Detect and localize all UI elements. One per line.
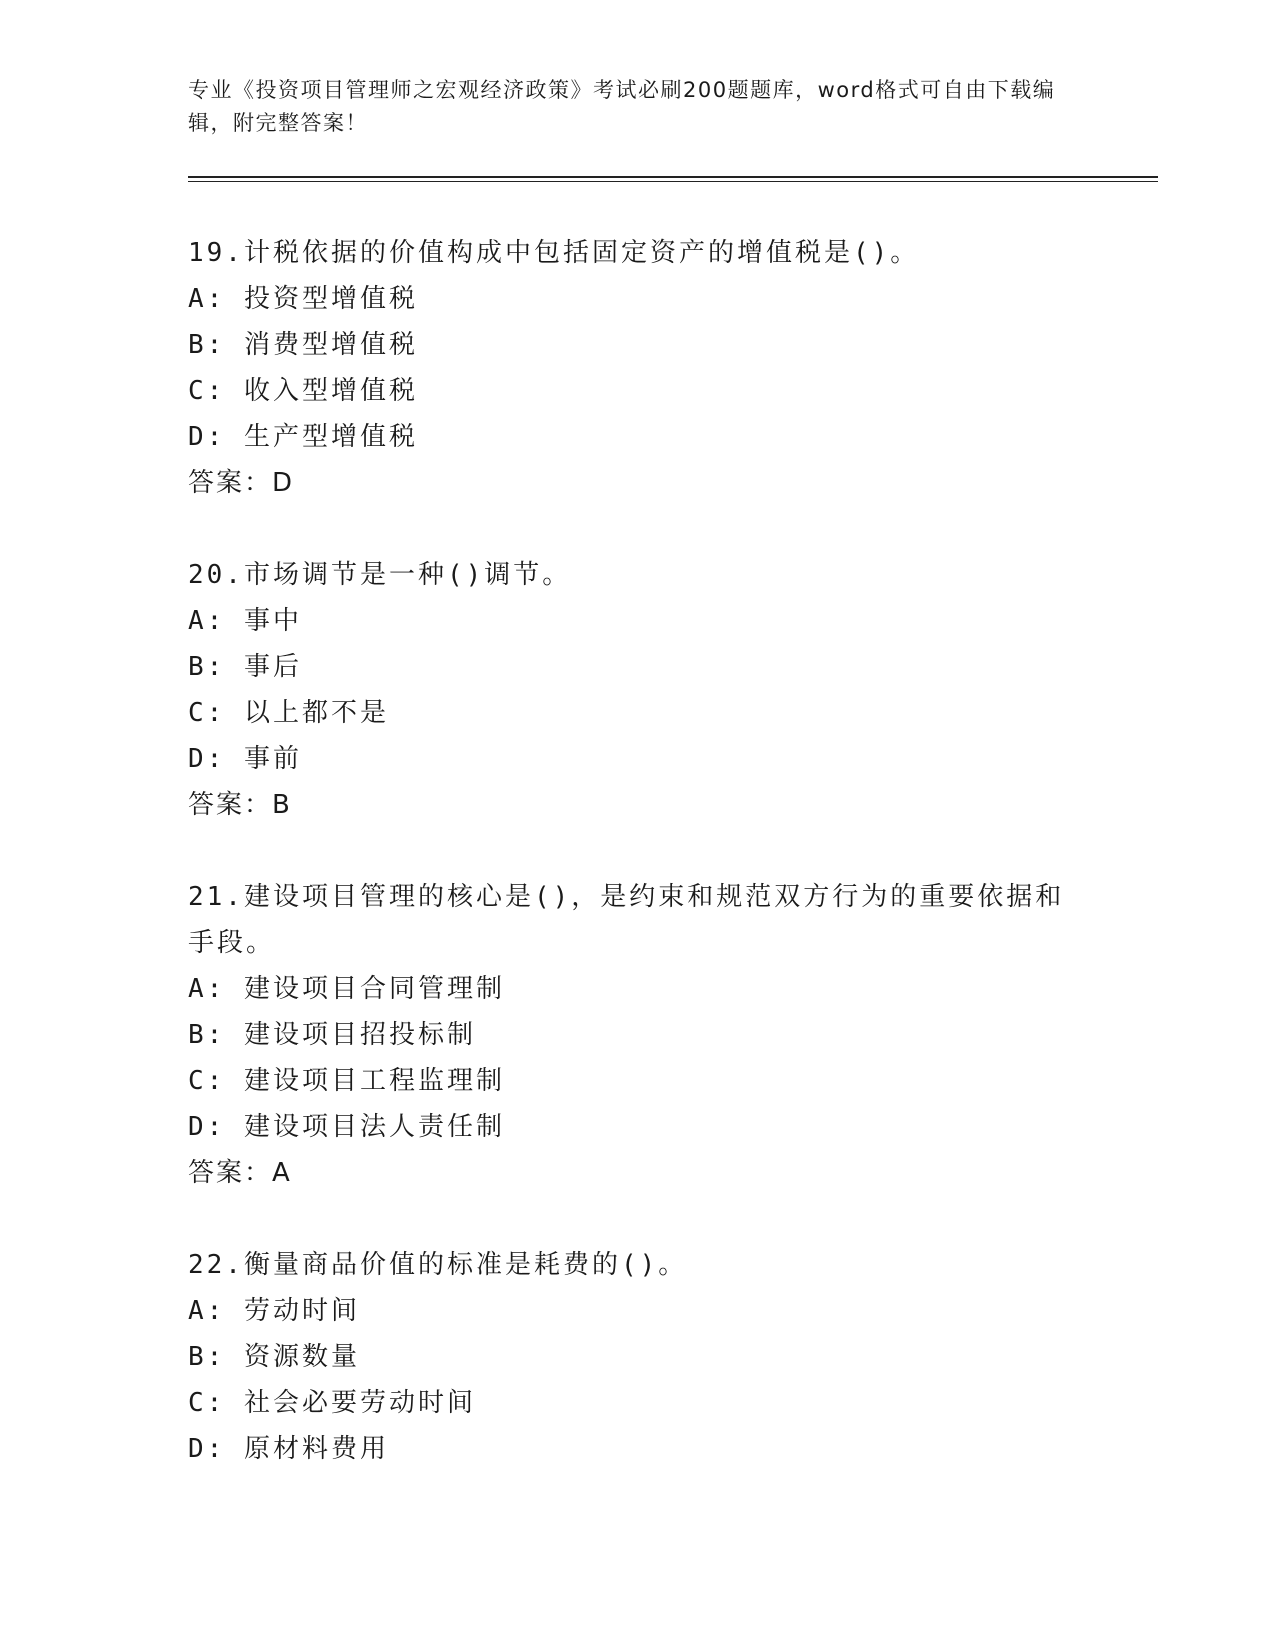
option-c: C: 社会必要劳动时间 xyxy=(188,1388,476,1418)
option-d: D: 建设项目法人责任制 xyxy=(188,1112,505,1142)
question-list xyxy=(188,230,1088,1518)
option-d: D: 原材料费用 xyxy=(188,1434,389,1464)
option-a: A: 事中 xyxy=(188,606,302,636)
option-b: B: 建设项目招投标制 xyxy=(188,1020,476,1050)
answer-line: 答案：B xyxy=(188,790,292,820)
option-a: A: 建设项目合同管理制 xyxy=(188,974,505,1004)
question-19 xyxy=(188,230,1088,506)
option-c: C: 以上都不是 xyxy=(188,698,389,728)
header-divider xyxy=(188,176,1158,182)
option-c: C: 收入型增值税 xyxy=(188,376,418,406)
document-intro: 专业《投资项目管理师之宏观经济政策》考试必刷200题题库，word格式可自由下载编辑，附完整答案！ xyxy=(188,78,1056,135)
option-c: C: 建设项目工程监理制 xyxy=(188,1066,505,1096)
option-b: B: 事后 xyxy=(188,652,302,682)
answer-line: 答案：D xyxy=(188,468,295,498)
question-21 xyxy=(188,874,1088,1196)
option-a: A: 劳动时间 xyxy=(188,1296,360,1326)
question-stem: 19.计税依据的价值构成中包括固定资产的增值税是()。 xyxy=(188,238,920,268)
option-b: B: 资源数量 xyxy=(188,1342,360,1372)
question-stem: 22.衡量商品价值的标准是耗费的()。 xyxy=(188,1250,688,1280)
option-d: D: 事前 xyxy=(188,744,302,774)
answer-line: 答案：A xyxy=(188,1158,292,1188)
question-20 xyxy=(188,552,1088,828)
option-b: B: 消费型增值税 xyxy=(188,330,418,360)
question-stem: 21.建设项目管理的核心是()，是约束和规范双方行为的重要依据和手段。 xyxy=(188,882,1065,958)
option-d: D: 生产型增值税 xyxy=(188,422,418,452)
question-22 xyxy=(188,1242,1088,1472)
question-stem: 20.市场调节是一种()调节。 xyxy=(188,560,572,590)
option-a: A: 投资型增值税 xyxy=(188,284,418,314)
